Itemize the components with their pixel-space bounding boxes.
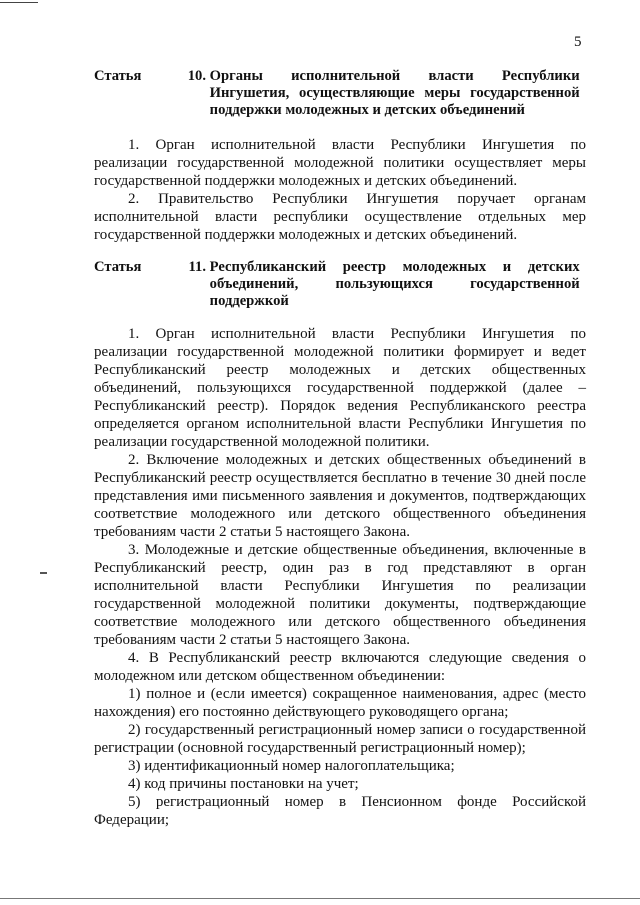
article-11-body bbox=[94, 325, 586, 829]
page-number: 5 bbox=[574, 34, 582, 50]
paragraph: 2. Правительство Республики Ингушетия поручает органам исполнительной власти республики осуществление отдельных мер государственной поддержки молодежных и детских объединений. bbox=[94, 191, 586, 243]
list-item: 3) идентификационный номер налогоплательщика; bbox=[128, 758, 455, 774]
scan-bottom-edge bbox=[0, 898, 640, 899]
list-item: 4) код причины постановки на учет; bbox=[128, 776, 359, 792]
scan-edge-mark bbox=[0, 2, 38, 3]
article-10-title: Органы исполнительной власти Республики Ингушетия, осуществляющие меры государственной поддержки молодежных и детских объединений bbox=[209, 68, 580, 118]
article-11-label: Статья 11. bbox=[94, 259, 206, 275]
article-11-title: Республиканский реестр молодежных и детских объединений, пользующихся государственной поддержкой bbox=[209, 259, 580, 309]
paragraph: 3. Молодежные и детские общественные объединения, включенные в Республиканский реестр, один раз в год представляют в орган исполнительной власти Республики Ингушетия по реализации государственной молодежной политики документы, подтверждающие соответствие молодежного или детского общественного объединения требованиям части 2 статьи 5 настоящего Закона. bbox=[94, 542, 586, 648]
list-item: 1) полное и (если имеется) сокращенное наименования, адрес (место нахождения) его постоянно действующего руководящего органа; bbox=[94, 686, 586, 720]
paragraph: 1. Орган исполнительной власти Республики Ингушетия по реализации государственной молодежной политики осуществляет меры государственной поддержки молодежных и детских объединений. bbox=[94, 137, 586, 189]
article-10-body bbox=[94, 136, 586, 244]
article-10-heading bbox=[94, 68, 586, 119]
list-item: 2) государственный регистрационный номер записи о государственной регистрации (основной государственный регистрационный номер); bbox=[94, 722, 586, 756]
paragraph: 4. В Республиканский реестр включаются следующие сведения о молодежном или детском общественном объединении: bbox=[94, 650, 586, 684]
article-11-heading bbox=[94, 259, 586, 310]
scan-smudge bbox=[40, 572, 47, 574]
article-10-label: Статья 10. bbox=[94, 68, 206, 84]
list-item: 5) регистрационный номер в Пенсионном фонде Российской Федерации; bbox=[94, 794, 586, 828]
paragraph: 2. Включение молодежных и детских общественных объединений в Республиканский реестр осуществляется бесплатно в течение 30 дней после представления ими письменного заявления и документов, подтверждающих соответствие молодежного или детского общественного объединения требованиям части 2 статьи 5 настоящего Закона. bbox=[94, 452, 586, 540]
paragraph: 1. Орган исполнительной власти Республики Ингушетия по реализации государственной молодежной политики формирует и ведет Республиканский реестр молодежных и детских общественных объединений, пользующихся государственной поддержкой (далее – Республиканский реестр). Порядок ведения Республиканского реестра определяется органом исполнительной власти Республики Ингушетия по реализации государственной молодежной политики. bbox=[94, 326, 586, 450]
